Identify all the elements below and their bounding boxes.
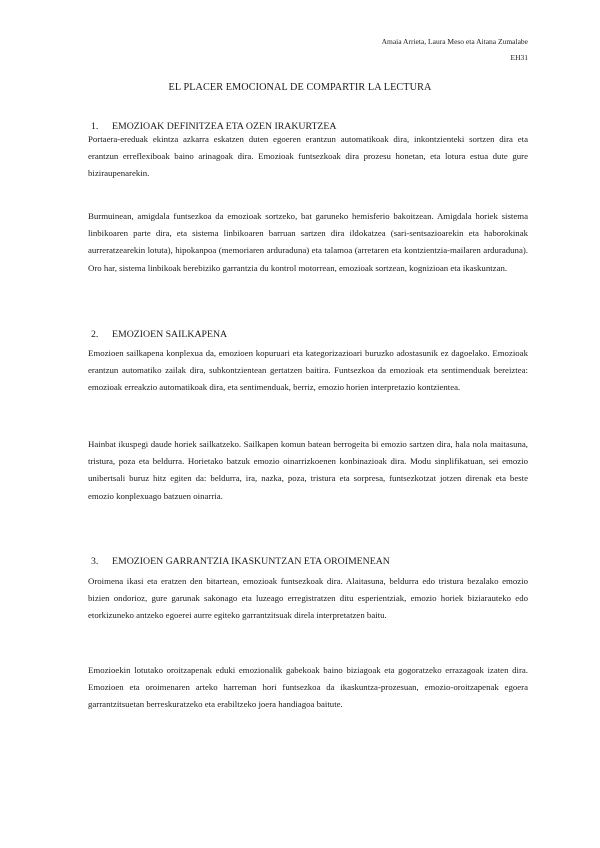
- paragraph: Burmuinean, amigdala funtsezkoa da emozioak sortzeko, bat garuneko hemisferio bakoitzean. Amigdala horiek sistema linbikoaren parte dira, eta sistema linbikoaren barruan sartzen dira ildokatzea (sari-sentsazioarekin eta haborokinak aurreratzearekin lotuta), hipokanpoa (memoriaren arduraduna) eta talamoa (arretaren eta kontzientzia-mailaren arduraduna). Oro har, sistema linbikoak berebiziko garrantzia du kontrol motorrean, emozioak sortzean, kognizioan eta ikaskuntzan.: [88, 211, 528, 273]
- paragraph: Emozioekin lotutako oroitzapenak eduki emozionalik gabekoak baino biziagoak eta gogoratzeko errazagoak izaten dira. Emozioen eta oroimenaren arteko harreman hori funtsezkoa da ikaskuntza-prozesuan, emozio-oroitzapenak egoera garrantzitsuetan berreskuratzeko eta erabiltzeko joera handiagoa baitute.: [88, 665, 528, 710]
- section-heading: [91, 556, 390, 567]
- header-authors: Amaia Arrieta, Laura Meso eta Aitana Zumalabe: [381, 37, 528, 46]
- section-number: 3.: [91, 556, 99, 567]
- paragraph: Hainbat ikuspegi daude horiek sailkatzeko. Sailkapen komun batean berrogeita bi emozio sartzen dira, hala nola maitasuna, tristura, poza eta beldurra. Horietako batzuk emozio oinarrizkoenen konbinazioak dira. Modu sinplifikatuan, sei emozio unibertsali buruz hitz egiten da: beldurra, ira, nazka, poza, tristura eta sorpresa, funtsezkotzat jotzen direnak eta beste emozio konplexuago batzuen oinarria.: [88, 439, 528, 501]
- section-heading: [91, 329, 227, 340]
- document-title: EL PLACER EMOCIONAL DE COMPARTIR LA LECTURA: [168, 82, 432, 93]
- paragraph: Emozioen sailkapena konplexua da, emozioen kopuruari eta kategorizazioari buruzko adostasunik ez dagoelako. Emozioak erantzun automatiko zailak dira, subkontzientean gertatzen baitira. Funtsezkoa da emozioak eta sentimenduak bereiztea: emozioak erreakzio automatikoak dira, eta sentimenduak, berriz, emozio horien interpretazio kontzientea.: [88, 348, 528, 393]
- section-number: 2.: [91, 329, 99, 340]
- paragraph: Oroimena ikasi eta eratzen den bitartean, emozioak funtsezkoak dira. Alaitasuna, beldurra edo tristura bezalako emozio bizien ondorioz, gure garunak sakonago eta luzeago erregistratzen ditu esperientziak, emozio horiek biziarauteko edo etorkizuneko antzeko egoerei aurre egiteko garrantzitsuak direla interpretatzen baitu.: [88, 576, 528, 621]
- header-group: EH31: [510, 53, 528, 62]
- section-title: EMOZIOAK DEFINITZEA ETA OZEN IRAKURTZEA: [112, 121, 337, 132]
- section-title: EMOZIOEN GARRANTZIA IKASKUNTZAN ETA OROIMENEAN: [112, 556, 390, 567]
- paragraph: Portaera-ereduak ekintza azkarra eskatzen duten egoeren erantzun automatikoak dira, inkontzienteki sortzen dira eta erantzun erreflexiboak baino arinagoak dira. Emozioak funtsezkoak dira prozesu honetan, eta lotura estua dute gure biziraupenarekin.: [88, 134, 528, 179]
- section-number: 1.: [91, 121, 99, 132]
- section-title: EMOZIOEN SAILKAPENA: [112, 329, 228, 340]
